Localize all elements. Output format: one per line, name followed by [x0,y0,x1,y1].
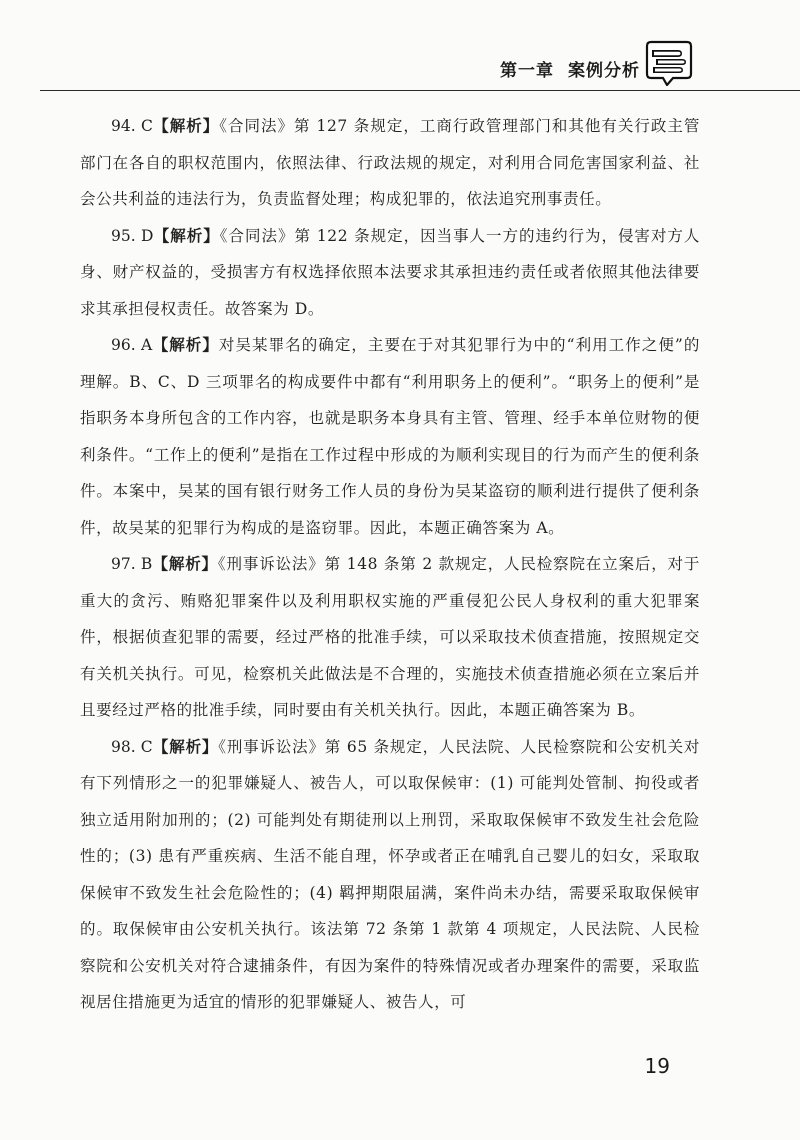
analysis-tag: 【解析】 [152,555,218,573]
page-header [0,0,800,100]
analysis-text: 《刑事诉讼法》第 148 条第 2 款规定，人民检察院在立案后，对于重大的贪污、贿赂犯罪案件以及利用职权实施的严重侵犯公民人身权利的重大犯罪案件，根据侦查犯罪的需要，经过严格的批准手续，可以采取技术侦查措施，按照规定交有关机关执行。可见，检察机关此做法是不合理的，实施技术侦查措施必须在立案后并且要经过严格的批准手续，同时要由有关机关执行。因此，本题正确答案为 B。 [80,555,701,719]
header-divider [40,90,800,91]
analysis-text: 对吴某罪名的确定，主要在于对其犯罪行为中的“利用工作之便”的理解。B、C、D 三项罪名的构成要件中都有“利用职务上的便利”。“职务上的便利”是指职务本身所包含的工作内容，也就是职务本身具有主管、管理、经手本单位财物的便利条件。“工作上的便利”是指在工作过程中形成的为顺利实现目的行为而产生的便利条件。本案中，吴某的国有银行财务工作人员的身份为吴某盗窃的顺利进行提供了便利条件，故吴某的犯罪行为构成的是盗窃罪。因此，本题正确答案为 A。 [80,336,700,537]
answer-analysis-body [80,108,700,1021]
analysis-text: 《合同法》第 122 条规定，因当事人一方的违约行为，侵害对方人身、财产权益的，受损害方有权选择依照本法要求其承担违约责任或者依照其他法律要求其承担侵权责任。故答案为 D。 [80,226,701,318]
book-stack-icon [643,40,695,86]
answer-number: 97. B [111,555,153,573]
chapter-heading [500,56,640,81]
analysis-text: 《合同法》第 127 条规定，工商行政管理部门和其他有关行政主管部门在各自的职权范围内，依照法律、行政法规的规定，对利用合同危害国家利益、社会公共利益的违法行为，负责监督处理；构成犯罪的，依法追究刑事责任。 [80,117,701,208]
answer-paragraph-97 [80,546,700,729]
answer-number: 95. D [111,226,154,245]
answer-number: 94. C [111,117,153,135]
analysis-text: 《刑事诉讼法》第 65 条规定，人民法院、人民检察院和公安机关对有下列情形之一的犯罪嫌疑人、被告人，可以取保候审：(1) 可能判处管制、拘役或者独立适用附加刑的；(2) 可能判处有期徒刑以上刑罚，采取取保候审不致发生社会危险性的；(3) 患有严重疾病、生活不能自理，怀孕或者正在哺乳自己婴儿的妇女，采取取保候审不致发生社会危险性的；(4) 羁押期限届满，案件尚未办结，需要采取取保候审的。取保候审由公安机关执行。该法第 72 条第 1 款第 4 项规定，人民法院、人民检察院和公安机关对符合逮捕条件，有因为案件的特殊情况或者办理案件的需要，采取监视居住措施更为适宜的情形的犯罪嫌疑人、被告人，可 [80,737,700,1011]
analysis-tag: 【解析】 [152,117,220,135]
answer-paragraph-96 [80,327,700,546]
answer-number: 96. A [111,336,153,354]
analysis-tag: 【解析】 [153,226,220,245]
chapter-number: 第一章 [500,61,554,81]
page-number: 19 [644,1054,670,1078]
analysis-tag: 【解析】 [152,336,219,354]
answer-number: 98. C [111,737,153,756]
answer-paragraph-95 [80,218,700,328]
chapter-title: 案例分析 [568,61,640,81]
answer-paragraph-98 [80,729,700,1021]
answer-paragraph-94 [80,108,700,218]
analysis-tag: 【解析】 [152,737,219,756]
